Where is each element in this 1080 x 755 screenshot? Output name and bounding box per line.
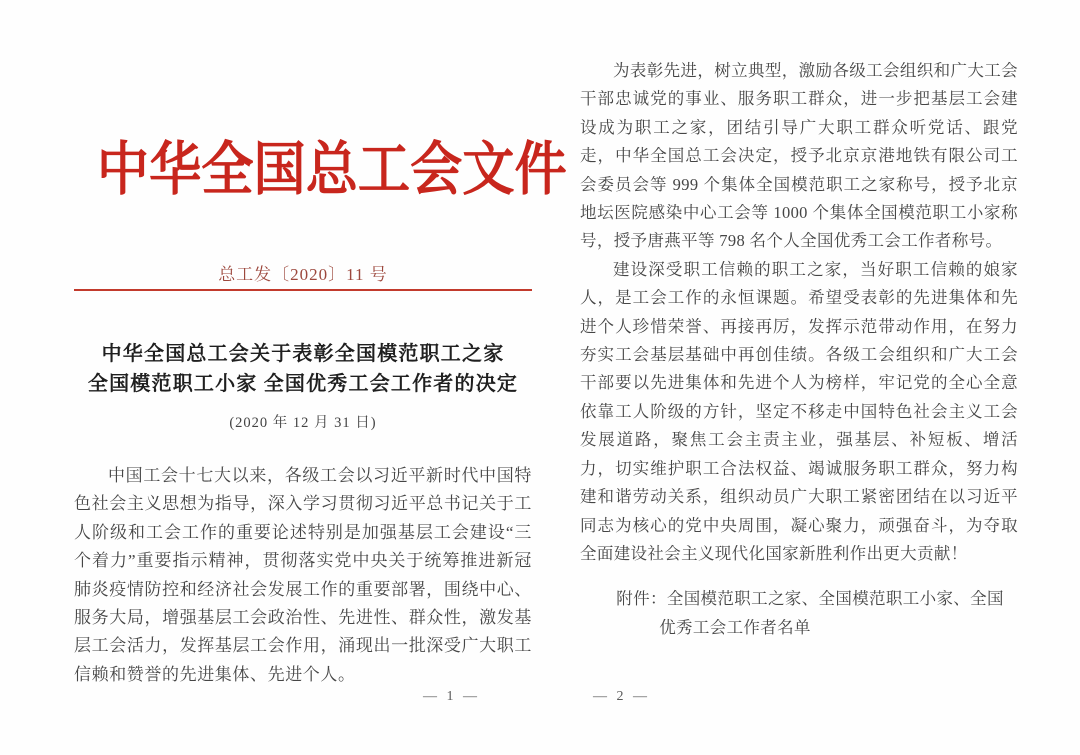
page-2 — [580, 0, 1018, 755]
attachment-text: 全国模范职工之家、全国模范职工小家、全国优秀工会工作者名单 — [659, 589, 1004, 637]
page2-number: — 2 — — [593, 689, 650, 704]
attachment-label: 附件： — [616, 589, 667, 609]
page2-paragraph-1: 为表彰先进，树立典型，激励各级工会组织和广大工会干部忠诚党的事业、服务职工群众，进一步把基层工会建设成为职工之家，团结引导广大职工群众听党话、跟党走，中华全国总工会决定，授予北京京港地铁有限公司工会委员会等 999 个集体全国模范职工之家称号，授予北京地坛医院感染中心工会等 1000 个集体全国模范职工小家称号，授予唐燕平等 798 名个人全国优秀工会工作者称号。 — [580, 61, 1018, 251]
page2-body — [580, 57, 1018, 642]
document-date: (2020 年 12 月 31 日) — [229, 415, 377, 431]
document-title-line-1: 中华全国总工会关于表彰全国模范职工之家 — [101, 343, 505, 365]
document-number: 总工发〔2020〕11 号 — [218, 265, 388, 284]
red-divider-line — [74, 289, 532, 291]
document-title-line-2: 全国模范职工小家 全国优秀工会工作者的决定 — [87, 373, 519, 395]
page1-paragraph: 中国工会十七大以来，各级工会以习近平新时代中国特色社会主义思想为指导，深入学习贯彻习近平总书记关于工人阶级和工会工作的重要论述特别是加强基层工会建设“三个着力”重要指示精神，贯彻落实党中央关于统筹推进新冠肺炎疫情防控和经济社会发展工作的重要部署，围绕中心、服务大局，增强基层工会政治性、先进性、群众性，激发基层工会活力，发挥基层工会作用，涌现出一批深受广大职工信赖和赞誉的先进集体、先进个人。 — [74, 466, 532, 684]
attachment-note — [580, 585, 1018, 642]
page-1 — [74, 0, 567, 755]
agency-header-title: 中华全国总工会文件 — [96, 137, 567, 202]
page1-number: — 1 — — [423, 689, 480, 704]
document-title — [74, 339, 532, 399]
page2-paragraph-2: 建设深受职工信赖的职工之家，当好职工信赖的娘家人，是工会工作的永恒课题。希望受表彰的先进集体和先进个人珍惜荣誉、再接再厉，发挥示范带动作用，在努力夯实工会基层基础中再创佳绩。各级工会组织和广大工会干部要以先进集体和先进个人为榜样，牢记党的全心全意依靠工人阶级的方针，坚定不移走中国特色社会主义工会发展道路，聚焦工会主责主业，强基层、补短板、增活力，切实维护职工合法权益、竭诚服务职工群众，努力构建和谐劳动关系，组织动员广大职工紧密团结在以习近平同志为核心的党中央周围，凝心聚力，顽强奋斗，为夺取全面建设社会主义现代化国家新胜利作出更大贡献！ — [580, 259, 1018, 563]
